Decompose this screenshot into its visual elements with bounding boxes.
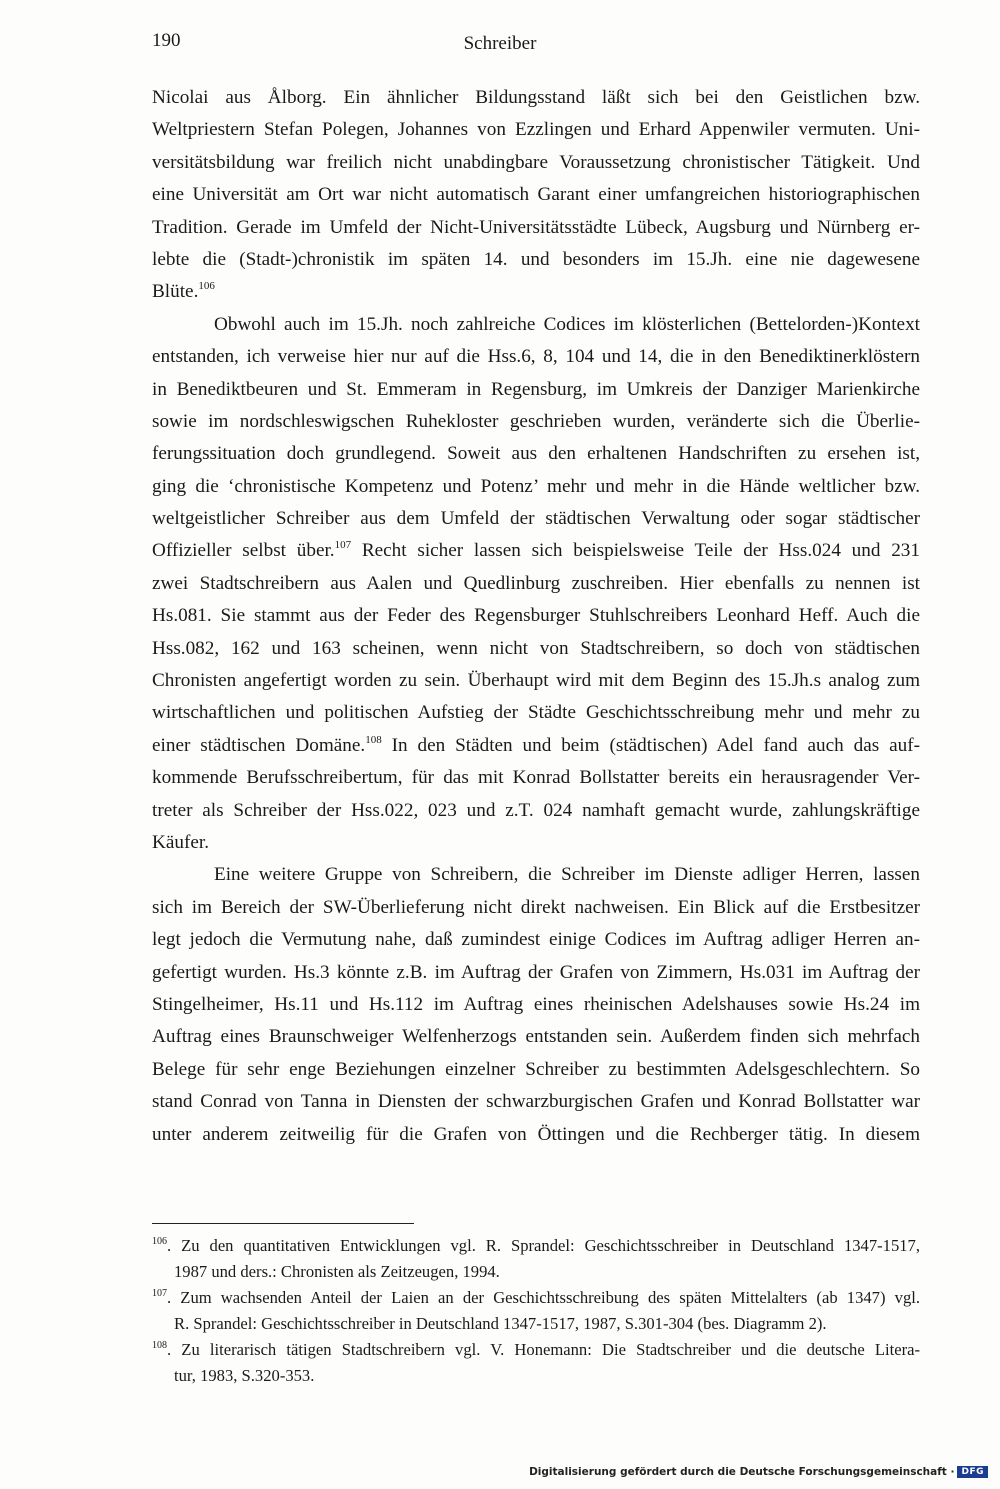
footnote-107	[152, 1285, 920, 1336]
text-segment: Blüte.	[152, 281, 199, 303]
text-line: Auftrag eines Braunschweiger Welfenherzogs entstanden sein. Außerdem finden sich mehrfach	[152, 1026, 920, 1048]
text-line: ging die ‘chronistische Kompetenz und Potenz’ mehr und mehr in die Hände weltlicher bzw.	[152, 475, 920, 497]
footnote-ref-106[interactable]: 106	[198, 280, 215, 293]
text-line: entstanden, ich verweise hier nur auf die Hss.6, 8, 104 und 14, die in den Benediktinerklöstern	[152, 346, 920, 368]
text-segment: Recht sicher lassen sich beispielsweise Teile der Hss.024 und 231	[351, 540, 920, 562]
footnote-divider	[152, 1223, 414, 1224]
footnote-number: 108	[152, 1340, 167, 1351]
text-line: lebte die (Stadt-)chronistik im späten 14. und besonders im 15.Jh. eine nie dagewesene	[152, 248, 920, 270]
text-line: Nicolai aus Ålborg. Ein ähnlicher Bildungsstand läßt sich bei den Geistlichen bzw.	[152, 87, 920, 108]
footnote-ref-107[interactable]: 107	[334, 539, 352, 552]
footnote-ref-108[interactable]: 108	[365, 733, 382, 746]
text-line: sich im Bereich der SW-Überlieferung nicht direkt nachweisen. Ein Blick auf die Erstbesitzer	[152, 896, 920, 918]
text-line: legt jedoch die Vermutung nahe, daß zumindest einige Codices im Auftrag adliger Herren an-	[152, 929, 920, 951]
text-line: weltgeistlicher Schreiber aus dem Umfeld der städtischen Verwaltung oder sogar städtischer	[152, 508, 920, 530]
footnote-line: R. Sprandel: Geschichtsschreiber in Deutschland 1347-1517, 1987, S.301-304 (bes. Diagramm 2).	[174, 1313, 827, 1333]
text-line	[152, 730, 920, 762]
footnote-line	[152, 1233, 920, 1259]
footnote-line	[152, 1337, 920, 1363]
dfg-logo: DFG	[957, 1466, 988, 1478]
text-line: eine Universität am Ort war nicht automatisch Garant einer umfangreichen historiographischen	[152, 184, 920, 206]
text-line: zwei Stadtschreibern aus Aalen und Quedlinburg zuschreiben. Hier ebenfalls zu nennen ist	[152, 572, 920, 594]
text-segment: In den Städten und beim (städtischen) Adel fand auch das auf-	[381, 734, 920, 756]
text-line: Chronisten angefertigt worden zu sein. Überhaupt wird mit dem Beginn des 15.Jh.s analog zum	[152, 670, 920, 692]
text-segment: Offizieller selbst über.	[152, 540, 335, 562]
footnote-108	[152, 1337, 920, 1388]
footnote-line: 1987 und ders.: Chronisten als Zeitzeugen, 1994.	[174, 1261, 500, 1281]
text-line: Tradition. Gerade im Umfeld der Nicht-Universitätsstädte Lübeck, Augsburg und Nürnberg er-	[152, 216, 920, 238]
text-line: gefertigt wurden. Hs.3 könnte z.B. im Auftrag der Grafen von Zimmern, Hs.031 im Auftrag der	[152, 961, 920, 983]
text-line: Eine weitere Gruppe von Schreibern, die Schreiber im Dienste adliger Herren, lassen	[214, 864, 920, 886]
text-line: unter anderem zeitweilig für die Grafen von Öttingen und die Rechberger tätig. In diesem	[152, 1123, 920, 1145]
footnote-text: . Zu literarisch tätigen Stadtschreibern vgl. V. Honemann: Die Stadtschreiber und die deutsche Litera-	[167, 1340, 920, 1359]
text-line: treter als Schreiber der Hss.022, 023 und z.T. 024 namhaft gemacht wurde, zahlungskräftige	[152, 799, 920, 821]
text-line: Stingelheimer, Hs.11 und Hs.112 im Auftrag eines rheinischen Adelshauses sowie Hs.24 im	[152, 993, 920, 1015]
footnote-line	[152, 1285, 920, 1311]
footnote-number: 106	[152, 1236, 167, 1247]
text-line: stand Conrad von Tanna in Diensten der schwarzburgischen Grafen und Konrad Bollstatter war	[152, 1091, 920, 1113]
text-line: Hs.081. Sie stammt aus der Feder des Regensburger Stuhlschreibers Leonhard Heff. Auch die	[152, 605, 920, 627]
text-line: in Benediktbeuren und St. Emmeram in Regensburg, im Umkreis der Danziger Marienkirche	[152, 378, 920, 400]
text-line	[152, 535, 920, 567]
footnotes	[152, 1233, 920, 1389]
text-line: Weltpriestern Stefan Polegen, Johannes von Ezzlingen und Erhard Appenwiler vermuten. Uni-	[152, 119, 920, 141]
text-line: Hss.082, 162 und 163 scheinen, wenn nicht von Stadtschreibern, so doch von städtischen	[152, 637, 920, 659]
running-head: Schreiber	[463, 33, 537, 54]
text-line: sowie im nordschleswigschen Ruhekloster geschrieben wurden, veränderte sich die Überlie-	[152, 410, 920, 432]
text-line: versitätsbildung war freilich nicht unabdingbare Voraussetzung chronistischer Tätigkeit. Und	[152, 151, 920, 173]
text-line: Belege für sehr enge Beziehungen einzelner Schreiber zu bestimmten Adelsgeschlechtern. So	[152, 1058, 920, 1080]
text-line: kommende Berufsschreibertum, für das mit Konrad Bollstatter bereits ein herausragender Ver-	[152, 767, 920, 789]
text-segment: einer städtischen Domäne.	[152, 734, 366, 756]
body-text	[152, 82, 920, 1151]
text-line: ferungssituation doch grundlegend. Soweit aus den erhaltenen Handschriften zu ersehen ist,	[152, 443, 920, 465]
text-line: Käufer.	[152, 831, 209, 853]
footnote-text: . Zum wachsenden Anteil der Laien an der Geschichtsschreibung des späten Mittelalters (ab 1347) vgl.	[167, 1288, 920, 1307]
text-line	[152, 276, 920, 308]
funding-banner	[529, 1466, 988, 1478]
text-line: wirtschaftlichen und politischen Aufstieg der Städte Geschichtsschreibung mehr und mehr zu	[152, 702, 920, 724]
page-number: 190	[152, 30, 181, 51]
footnote-line: tur, 1983, S.320-353.	[174, 1365, 315, 1385]
funding-text: Digitalisierung gefördert durch die Deutsche Forschungsgemeinschaft ·	[529, 1466, 955, 1478]
text-line: Obwohl auch im 15.Jh. noch zahlreiche Codices im klösterlichen (Bettelorden-)Kontext	[214, 313, 920, 335]
footnote-text: . Zu den quantitativen Entwicklungen vgl. R. Sprandel: Geschichtsschreiber in Deutschland 1347-1517,	[167, 1236, 920, 1255]
footnote-106	[152, 1233, 920, 1284]
footnote-number: 107	[152, 1288, 167, 1299]
